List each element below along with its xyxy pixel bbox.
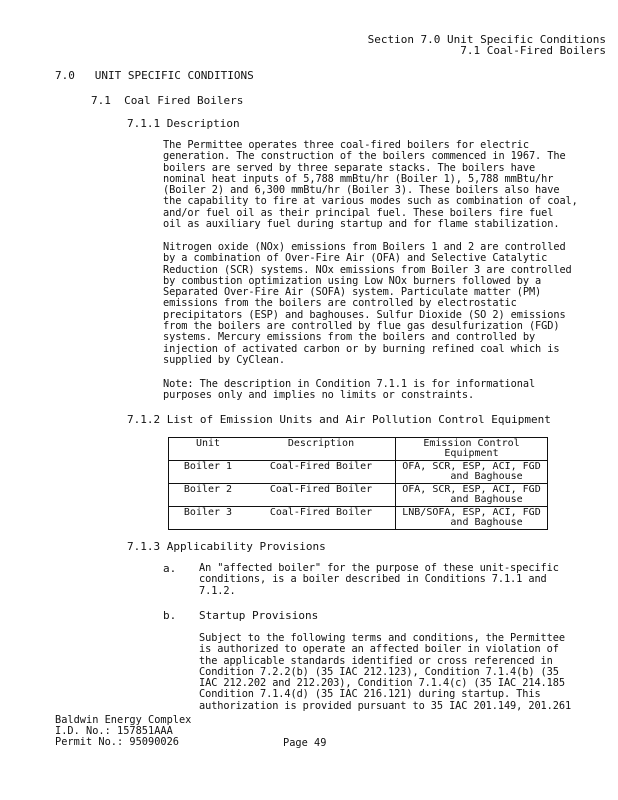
- table-header-row: [169, 438, 548, 461]
- emission-units-table: [168, 437, 548, 530]
- item-a-text: An "affected boiler" for the purpose of these unit-specific conditions, is a boiler described in Conditions 7.1.1 and 7.1.2.: [199, 562, 559, 597]
- item-b-text: Subject to the following terms and conditions, the Permittee is authorized to operate an affected boiler in violation of the applicable standards identified or cross referenced in Condition 7.2.2(b) (35 IAC 212.123), Condition 7.1.4(b) (35 IAC 212.202 and 212.203), Condition 7.1.4(c) (35 IAC 214.185 Condition 7.1.4(d) (35 IAC 216.121) during startup. This authorization is provided pursuant to 35 IAC 201.149, 201.261: [199, 632, 572, 712]
- footer: [55, 715, 191, 748]
- control-cell: OFA, SCR, ESP, ACI, FGD and Baghouse: [396, 484, 548, 507]
- item-a-letter: a.: [163, 562, 177, 575]
- column-header-description: Description: [247, 438, 396, 461]
- applicability-number: 7.1.3: [127, 540, 161, 553]
- unit-cell: Boiler 2: [169, 484, 248, 507]
- subsection-number: 7.1: [91, 94, 111, 107]
- description-paragraph-2: Nitrogen oxide (NOx) emissions from Boilers 1 and 2 are controlled by a combination of Over-Fire Air (OFA) and Selective Catalytic Reduction (SCR) systems. NOx emissions from Boiler 3 are controlled by combustion optimization using Low NOx burners followed by a Separated Over-Fire Air (SOFA) system. Particulate matter (PM) emissions from the boilers are controlled by electrostatic precipitators (ESP) and baghouses. Sulfur Dioxide (SO 2) emissions from the boilers are controlled by flue gas desulfurization (FGD) systems. Mercury emissions from the boilers and controlled by injection of activated carbon or by burning refined coal which is supplied by CyClean.: [163, 241, 572, 366]
- page-number: Page 49: [283, 737, 327, 749]
- item-b-title: Startup Provisions: [199, 609, 319, 622]
- description-cell: Coal-Fired Boiler: [247, 507, 396, 530]
- description-cell: Coal-Fired Boiler: [247, 484, 396, 507]
- applicability-heading: [127, 541, 326, 553]
- section-number: 7.0: [55, 69, 75, 82]
- section-title: UNIT SPECIFIC CONDITIONS: [94, 69, 254, 82]
- column-header-unit: Unit: [169, 438, 248, 461]
- description-paragraph-1: The Permittee operates three coal-fired boilers for electric generation. The construction of the boilers commenced in 1967. The boilers are served by three separate stacks. The boilers have nominal heat inputs of 5,788 mmBtu/hr (Boiler 1), 5,788 mmBtu/hr (Boiler 2) and 6,300 mmBtu/hr (Boiler 3). These boilers also have the capability to fire at various modes such as combination of coal, and/or fuel oil as their principal fuel. These boilers fire fuel oil as auxiliary fuel during startup and for flame stabilization.: [163, 139, 578, 231]
- description-number: 7.1.1: [127, 117, 161, 130]
- section-heading: [55, 70, 254, 82]
- item-b-letter: b.: [163, 609, 177, 622]
- control-cell: LNB/SOFA, ESP, ACI, FGD and Baghouse: [396, 507, 548, 530]
- table-row: [169, 484, 548, 507]
- header-section-line: Section 7.0 Unit Specific Conditions: [367, 33, 606, 46]
- subsection-title: Coal Fired Boilers: [124, 94, 244, 107]
- running-header: [368, 34, 606, 56]
- description-heading: [127, 118, 240, 130]
- control-cell: OFA, SCR, ESP, ACI, FGD and Baghouse: [396, 461, 548, 484]
- column-header-control: Emission Control Equipment: [396, 438, 548, 461]
- footer-id-number: I.D. No.: 157851AAA: [55, 725, 173, 737]
- emission-units-heading: [127, 414, 551, 426]
- description-note: Note: The description in Condition 7.1.1 is for informational purposes only and implies no limits or constraints.: [163, 378, 536, 402]
- footer-permit-number: Permit No.: 95090026: [55, 736, 179, 748]
- description-title: Description: [166, 117, 240, 130]
- unit-cell: Boiler 1: [169, 461, 248, 484]
- unit-cell: Boiler 3: [169, 507, 248, 530]
- applicability-title: Applicability Provisions: [166, 540, 326, 553]
- emission-units-number: 7.1.2: [127, 413, 161, 426]
- description-cell: Coal-Fired Boiler: [247, 461, 396, 484]
- subsection-heading: [91, 95, 243, 107]
- header-subsection-line: 7.1 Coal-Fired Boilers: [460, 44, 606, 57]
- table-row: [169, 507, 548, 530]
- table-row: [169, 461, 548, 484]
- footer-facility: Baldwin Energy Complex: [55, 714, 192, 726]
- emission-units-title: List of Emission Units and Air Pollution Control Equipment: [166, 413, 551, 426]
